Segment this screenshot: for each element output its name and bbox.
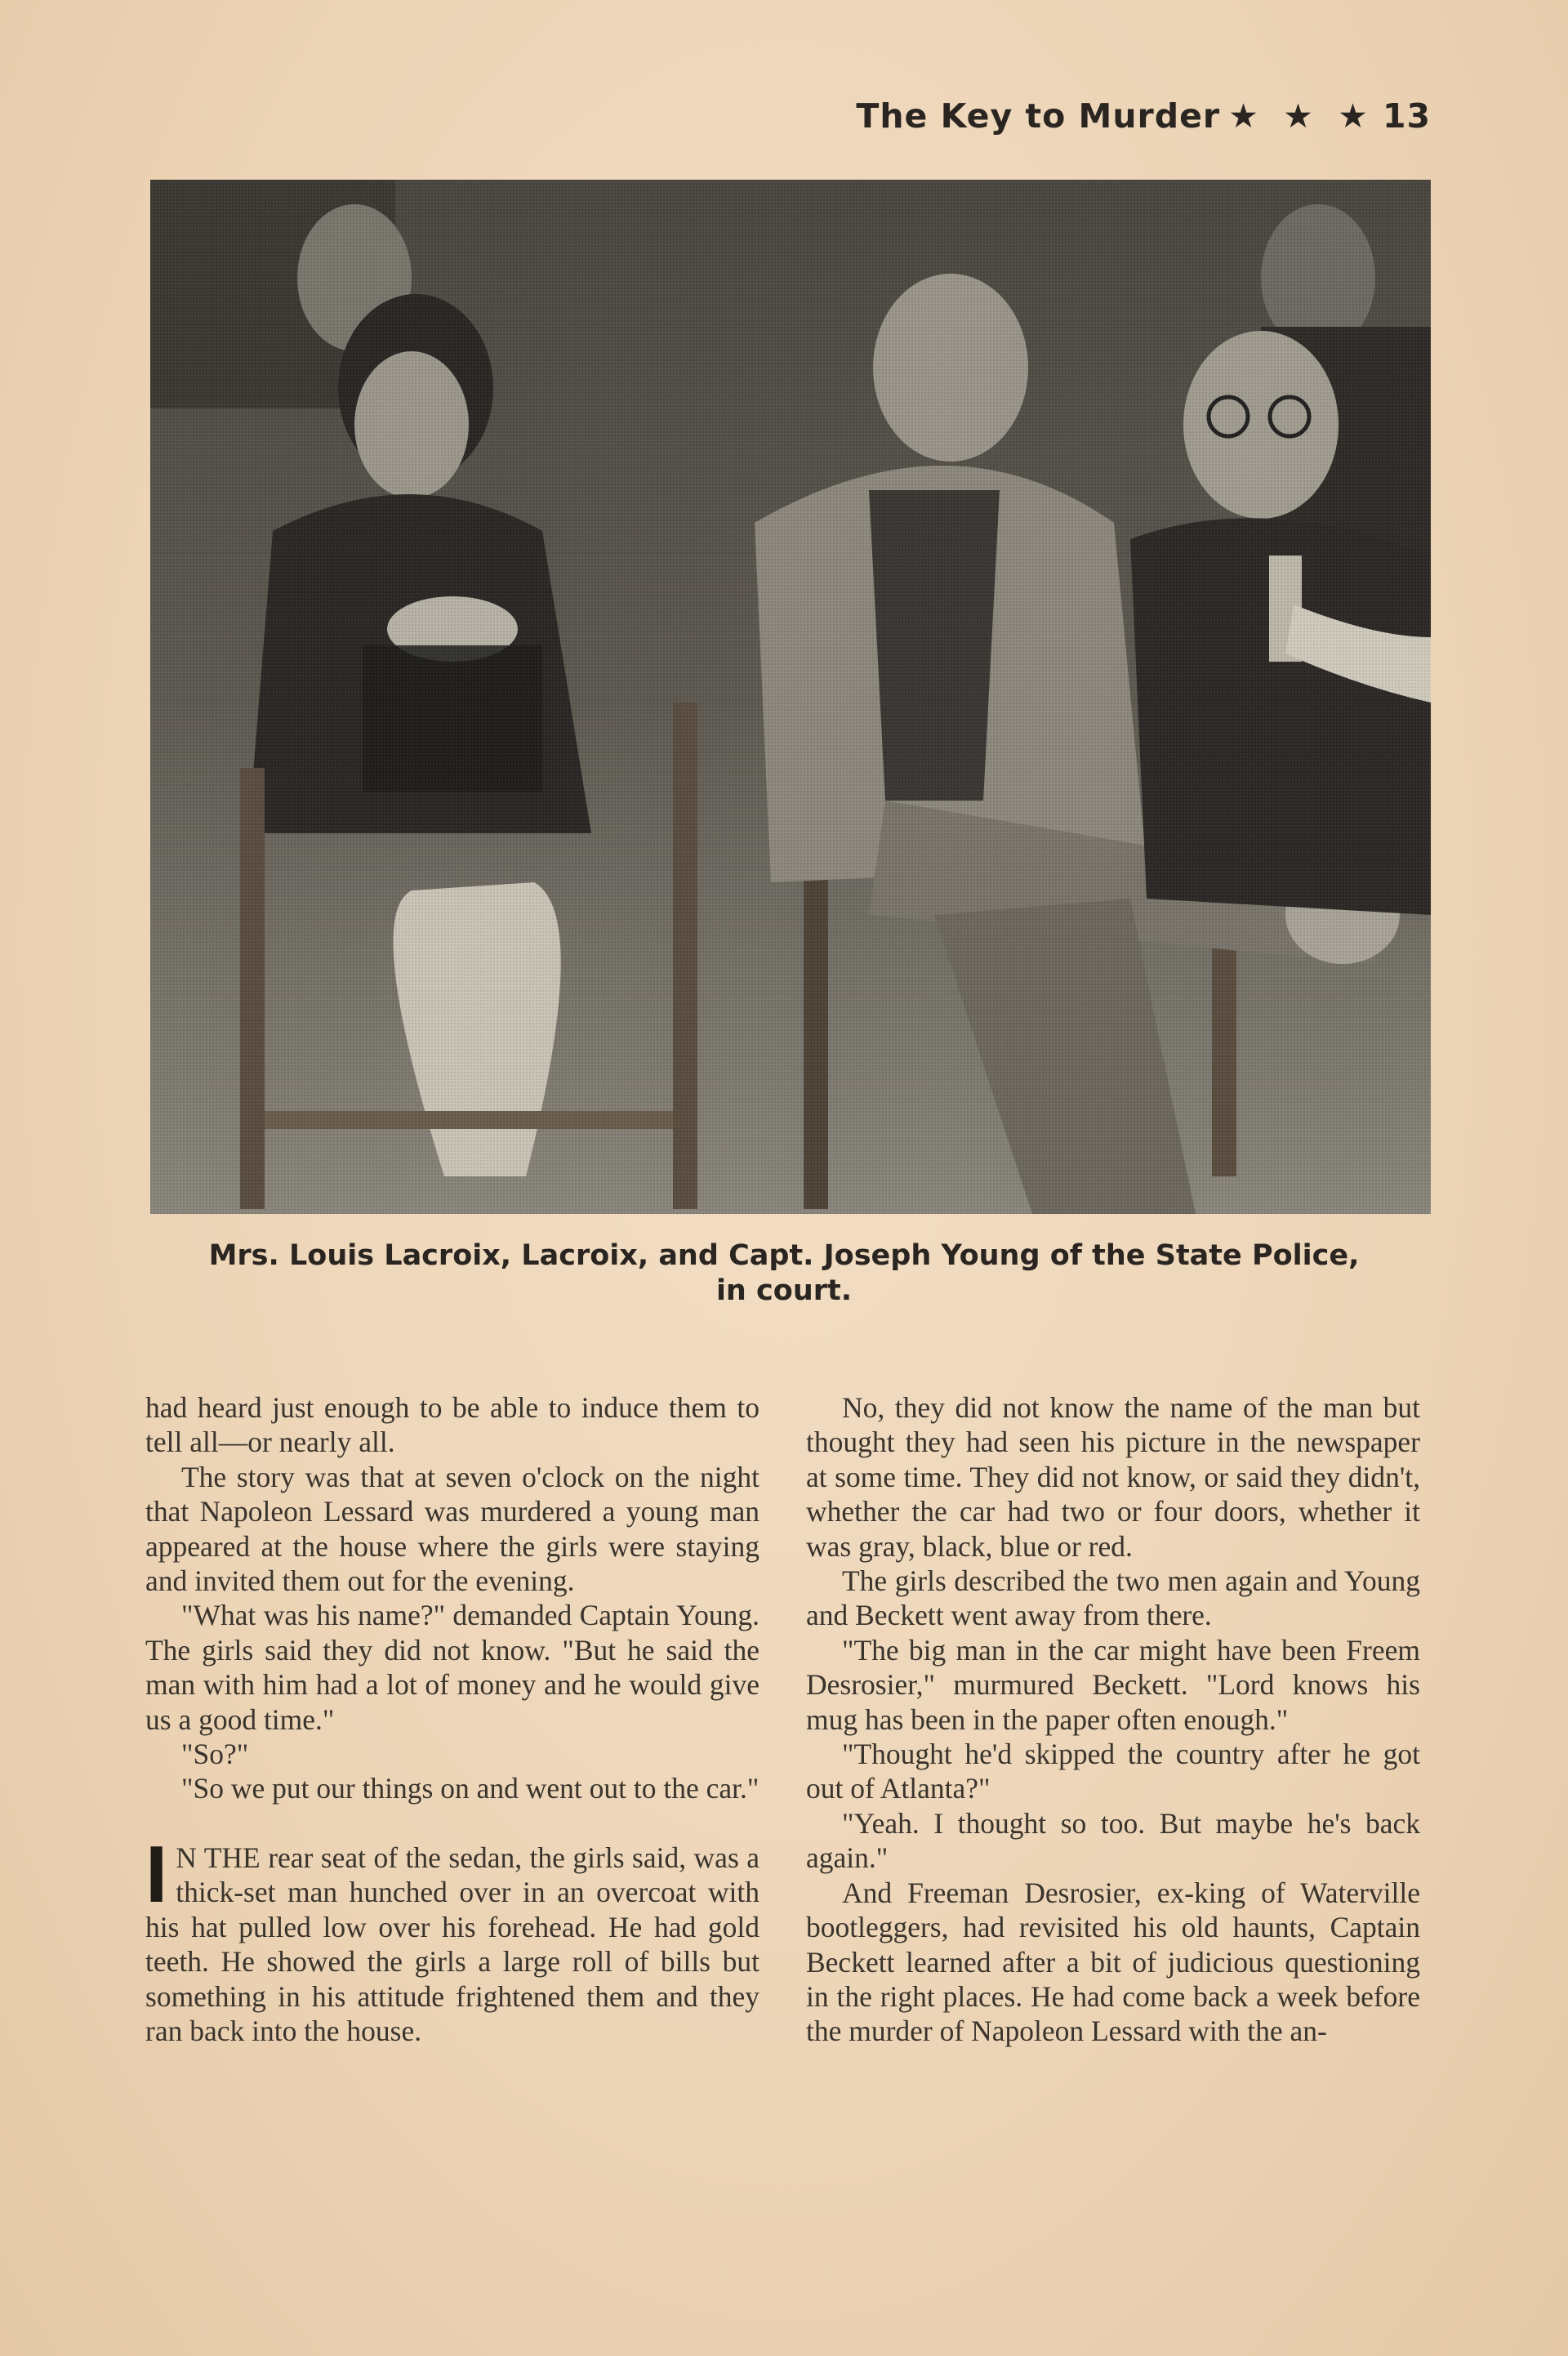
left-column [145, 1390, 760, 2048]
paragraph: "What was his name?" demanded Captain Young. The girls said they did not know. "But he said the man with him had a lot of money and he would give us a good time." [145, 1599, 760, 1736]
story-title: The Key to Murder [856, 96, 1221, 136]
photo-caption [131, 1238, 1437, 1309]
paragraph: "The big man in the car might have been Freem Desrosier," murmured Beckett. "Lord knows his mug has been in the paper often enough." [806, 1633, 1420, 1736]
courtroom-photo [150, 180, 1431, 1214]
right-column [806, 1390, 1420, 2049]
paragraph: No, they did not know the name of the man but thought they had seen his picture in the newspaper at some time. They did not know, or said they didn't, whether the car had two or four doors, whether it was gray, black, blue or red. [806, 1391, 1420, 1563]
page-number: 13 [1382, 96, 1431, 136]
paragraph-text: N THE rear seat of the sedan, the girls said, was a thick-set man hunched over in an overcoat with his hat pulled low over his forehead. He had gold teeth. He showed the girls a large roll of bills but something in his attitude frightened them and they ran back into the house. [145, 1841, 760, 2047]
dropcap-paragraph [145, 1828, 760, 2048]
caption-line-2: in court. [715, 1274, 853, 1307]
paragraph: And Freeman Desrosier, ex-king of Waterville bootleggers, had revisited his old haunts, Captain Beckett learned after a bit of judicious questioning in the right places. He had come back a week before the murder of Napoleon Lessard with the an- [806, 1876, 1420, 2048]
paragraph: had heard just enough to be able to induce them to tell all—or nearly all. [145, 1391, 760, 1459]
caption-line-1: Mrs. Louis Lacroix, Lacroix, and Capt. Joseph Young of the State Police, [208, 1239, 1360, 1272]
drop-cap: I [145, 1828, 168, 1919]
paragraph: The girls described the two men again and Young and Beckett went away from there. [806, 1564, 1420, 1632]
paragraph: "Yeah. I thought so too. But maybe he's back again." [806, 1806, 1420, 1875]
running-header [856, 96, 1431, 136]
paragraph: "Thought he'd skipped the country after he got out of Atlanta?" [806, 1738, 1420, 1805]
star-ornament: ★ ★ ★ [1228, 96, 1374, 136]
paragraph: "So we put our things on and went out to the car." [181, 1772, 760, 1805]
photo-illustration [150, 180, 1431, 1214]
paragraph: "So?" [181, 1738, 249, 1771]
paragraph: The story was that at seven o'clock on the night that Napoleon Lessard was murdered a young man appeared at the house where the girls were staying and invited them out for the evening. [145, 1460, 760, 1598]
